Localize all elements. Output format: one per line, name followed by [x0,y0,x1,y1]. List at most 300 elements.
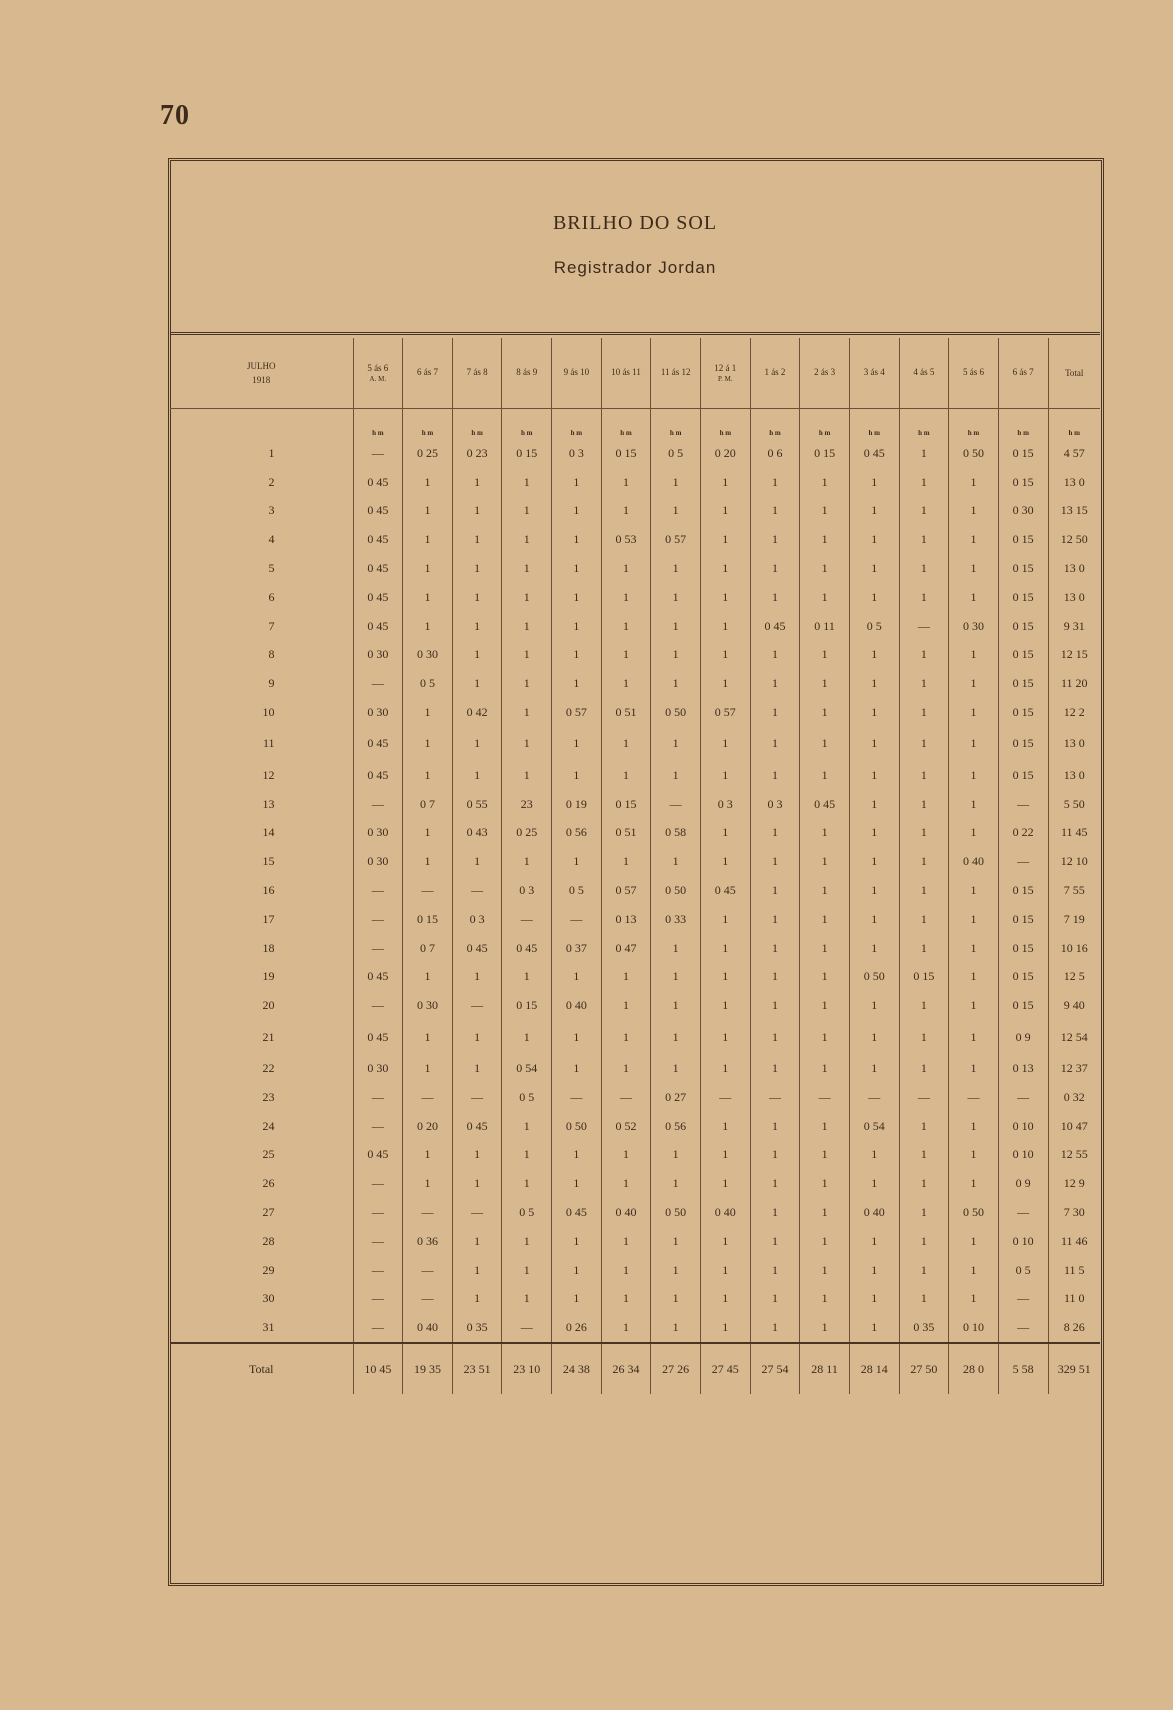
value-cell: 1 [800,525,850,554]
value-cell: 0 15 [601,790,651,819]
column-header-label: 6 ás 7 [416,367,438,377]
value-cell: 0 30 [403,991,453,1020]
value-cell: 1 [800,1313,850,1343]
column-total-cell: 27 54 [750,1343,800,1394]
value-cell: — [452,876,502,905]
value-cell: 1 [949,1020,999,1054]
value-cell: — [353,1227,403,1256]
value-cell: 1 [849,905,899,934]
value-cell: 1 [949,1256,999,1285]
value-cell: 1 [949,1285,999,1314]
day-cell: 21 [262,1029,275,1044]
value-cell: 0 10 [949,1313,999,1343]
value-cell: 1 [899,905,949,934]
value-cell: 1 [601,1169,651,1198]
value-cell: 1 [700,1227,750,1256]
row-total-cell: 12 2 [1048,698,1100,727]
value-cell: 1 [899,1112,949,1141]
table-row [170,1083,1100,1112]
value-cell: 1 [949,583,999,612]
table-row [170,963,1100,992]
value-cell: 1 [552,497,602,526]
value-cell: 1 [949,1112,999,1141]
column-header-label: 3 ás 4 [863,367,885,377]
value-cell: 1 [750,761,800,790]
value-cell: 0 40 [552,991,602,1020]
value-cell: 0 13 [601,905,651,934]
value-cell: 0 50 [552,1112,602,1141]
value-cell: 1 [601,727,651,761]
unit-label: h m [949,409,999,440]
row-total-cell: 13 0 [1048,761,1100,790]
column-header [601,338,651,409]
value-cell: — [601,1083,651,1112]
value-cell: 0 15 [899,963,949,992]
value-cell: 0 10 [998,1141,1048,1170]
value-cell: 1 [949,525,999,554]
column-header [899,338,949,409]
value-cell: 0 57 [700,698,750,727]
value-cell: 0 40 [601,1198,651,1227]
year-label: 1918 [252,375,271,385]
column-header-sub: P. M. [718,375,733,383]
row-total-cell: 10 47 [1048,1112,1100,1141]
value-cell: 1 [949,963,999,992]
value-cell: 1 [403,554,453,583]
column-header [403,338,453,409]
column-header [750,338,800,409]
value-cell: 1 [849,525,899,554]
value-cell: 1 [651,583,701,612]
value-cell: 1 [651,761,701,790]
value-cell: 1 [651,1054,701,1083]
value-cell: 1 [800,819,850,848]
value-cell: 1 [849,819,899,848]
value-cell: 1 [700,1256,750,1285]
value-cell: 0 40 [949,847,999,876]
value-cell: 1 [800,698,850,727]
value-cell: 0 30 [353,641,403,670]
value-cell: 1 [651,669,701,698]
value-cell: 1 [849,1141,899,1170]
value-cell: 1 [700,1313,750,1343]
value-cell: — [403,1285,453,1314]
value-cell: — [998,1285,1048,1314]
value-cell: 0 19 [552,790,602,819]
table-row [170,612,1100,641]
table-row [170,497,1100,526]
value-cell: 1 [651,847,701,876]
value-cell: 0 15 [998,876,1048,905]
day-cell: 15 [262,854,275,869]
value-cell: 1 [849,1227,899,1256]
day-cell: 4 [268,532,275,547]
value-cell: 0 40 [700,1198,750,1227]
value-cell: 1 [800,497,850,526]
table-row [170,1054,1100,1083]
value-cell: 1 [601,554,651,583]
totals-row [170,1343,1100,1394]
column-total-cell: 28 11 [800,1343,850,1394]
value-cell: 0 10 [998,1227,1048,1256]
day-cell: 28 [262,1233,275,1248]
value-cell: 1 [552,669,602,698]
value-cell: — [800,1083,850,1112]
value-cell: — [452,1083,502,1112]
value-cell: 1 [750,525,800,554]
value-cell: 1 [601,991,651,1020]
page-number: 70 [160,100,190,131]
value-cell: 1 [601,1256,651,1285]
column-total-cell: 27 45 [700,1343,750,1394]
column-header [849,338,899,409]
day-cell: 7 [268,618,275,633]
value-cell: — [949,1083,999,1112]
value-cell: — [353,1112,403,1141]
value-cell: 1 [403,727,453,761]
month-header [170,338,353,409]
value-cell: 1 [800,905,850,934]
value-cell: 0 7 [403,790,453,819]
value-cell: 0 45 [353,497,403,526]
table-subtitle: Registrador Jordan [553,258,717,277]
value-cell: 1 [651,468,701,497]
value-cell: — [353,1198,403,1227]
value-cell: 0 3 [502,876,552,905]
value-cell: 1 [502,1112,552,1141]
value-cell: 0 3 [452,905,502,934]
table-row [170,698,1100,727]
value-cell: 0 15 [998,439,1048,468]
value-cell: 1 [800,1198,850,1227]
value-cell: 1 [849,876,899,905]
value-cell: 0 15 [998,669,1048,698]
value-cell: 0 10 [998,1112,1048,1141]
value-cell: 0 37 [552,934,602,963]
value-cell: 0 15 [998,468,1048,497]
value-cell: — [353,790,403,819]
value-cell: 1 [949,1141,999,1170]
value-cell: — [353,1083,403,1112]
value-cell: 1 [899,1141,949,1170]
value-cell: 1 [651,1141,701,1170]
value-cell: 1 [849,1256,899,1285]
unit-label: h m [651,409,701,440]
value-cell: — [353,1313,403,1343]
column-header-label: 8 ás 9 [516,367,538,377]
table-row [170,819,1100,848]
value-cell: — [403,1198,453,1227]
value-cell: 0 5 [502,1083,552,1112]
value-cell: 1 [601,468,651,497]
value-cell: 1 [601,1313,651,1343]
value-cell: 0 45 [353,468,403,497]
value-cell: 23 [502,790,552,819]
row-total-cell: 12 54 [1048,1020,1100,1054]
table-row [170,1227,1100,1256]
value-cell: — [353,934,403,963]
value-cell: — [502,1313,552,1343]
table-row [170,1020,1100,1054]
value-cell: 1 [849,847,899,876]
day-cell: 27 [262,1205,275,1220]
row-total-cell: 7 19 [1048,905,1100,934]
row-total-cell: 13 0 [1048,583,1100,612]
value-cell: 1 [849,1285,899,1314]
value-cell: 1 [601,1141,651,1170]
value-cell: 1 [800,934,850,963]
value-cell: 0 15 [998,761,1048,790]
value-cell: 1 [750,1169,800,1198]
value-cell: 1 [651,727,701,761]
value-cell: 1 [452,963,502,992]
value-cell: 1 [601,612,651,641]
value-cell: 1 [750,1198,800,1227]
value-cell: 1 [750,554,800,583]
day-cell: 11 [262,736,275,751]
value-cell: 1 [800,1141,850,1170]
value-cell: 0 50 [651,1198,701,1227]
value-cell: 1 [651,1227,701,1256]
row-total-cell: 5 50 [1048,790,1100,819]
value-cell: — [403,1083,453,1112]
value-cell: 1 [899,1054,949,1083]
value-cell: 0 57 [651,525,701,554]
value-cell: 0 51 [601,698,651,727]
value-cell: 1 [750,876,800,905]
day-cell: 26 [262,1176,275,1191]
value-cell: 1 [800,1285,850,1314]
value-cell: 1 [552,583,602,612]
value-cell: — [403,876,453,905]
value-cell: 1 [552,1227,602,1256]
column-header [552,338,602,409]
value-cell: 0 15 [601,439,651,468]
column-header [502,338,552,409]
value-cell: 1 [800,669,850,698]
value-cell: 1 [452,612,502,641]
table-row [170,525,1100,554]
value-cell: 1 [849,727,899,761]
value-cell: 1 [452,727,502,761]
value-cell: — [353,1256,403,1285]
value-cell: 0 5 [651,439,701,468]
value-cell: 1 [750,727,800,761]
unit-label: h m [353,409,403,440]
value-cell: 0 54 [502,1054,552,1083]
value-cell: 1 [601,1020,651,1054]
value-cell: 1 [552,1169,602,1198]
value-cell: 0 13 [998,1054,1048,1083]
value-cell: 1 [700,468,750,497]
table-row [170,1169,1100,1198]
value-cell: 0 56 [552,819,602,848]
column-total-cell: 23 51 [452,1343,502,1394]
table-row [170,991,1100,1020]
value-cell: — [899,1083,949,1112]
value-cell: 1 [552,1256,602,1285]
value-cell: 0 45 [353,761,403,790]
value-cell: 1 [700,1112,750,1141]
column-header [700,338,750,409]
row-total-cell: 7 55 [1048,876,1100,905]
day-cell: 14 [262,825,275,840]
value-cell: 0 53 [601,525,651,554]
table-row [170,1141,1100,1170]
value-cell: 1 [651,1285,701,1314]
value-cell: 0 23 [452,439,502,468]
value-cell: 0 45 [849,439,899,468]
value-cell: 1 [502,847,552,876]
value-cell: 1 [452,1256,502,1285]
column-total-cell: 28 0 [949,1343,999,1394]
value-cell: 1 [899,439,949,468]
unit-label: h m [502,409,552,440]
value-cell: 1 [552,525,602,554]
value-cell: 1 [651,612,701,641]
value-cell: 1 [949,468,999,497]
value-cell: 1 [800,1227,850,1256]
month-label: JULHO [247,360,276,371]
row-total-cell: 4 57 [1048,439,1100,468]
value-cell: 1 [452,1169,502,1198]
row-total-cell: 10 16 [1048,934,1100,963]
column-header-label: 12 á 1 [714,363,737,373]
value-cell: 1 [552,641,602,670]
day-cell: 1 [268,445,275,460]
value-cell: 0 45 [353,963,403,992]
value-cell: 1 [750,1112,800,1141]
value-cell: 1 [899,1256,949,1285]
value-cell: 0 45 [353,525,403,554]
value-cell: 0 45 [353,554,403,583]
value-cell: 0 54 [849,1112,899,1141]
value-cell: — [849,1083,899,1112]
day-cell: 3 [268,503,275,518]
value-cell: 1 [750,1227,800,1256]
row-total-cell: 13 0 [1048,468,1100,497]
table-row [170,1313,1100,1343]
unit-label: h m [452,409,502,440]
value-cell: 0 45 [502,934,552,963]
value-cell: 0 50 [849,963,899,992]
unit-label: h m [800,409,850,440]
value-cell: 1 [949,819,999,848]
value-cell: 0 20 [700,439,750,468]
value-cell: 1 [403,612,453,641]
value-cell: 0 15 [998,934,1048,963]
value-cell: 1 [452,583,502,612]
value-cell: 0 51 [601,819,651,848]
column-header [452,338,502,409]
value-cell: 1 [849,497,899,526]
value-cell: 1 [601,1054,651,1083]
column-header [998,338,1048,409]
value-cell: 1 [899,698,949,727]
value-cell: 1 [403,497,453,526]
value-cell: 1 [403,583,453,612]
column-header-label: 5 ás 6 [367,363,389,373]
value-cell: 0 7 [403,934,453,963]
value-cell: 1 [899,790,949,819]
value-cell: 0 45 [353,727,403,761]
unit-label: h m [601,409,651,440]
value-cell: 0 45 [353,583,403,612]
table-row [170,934,1100,963]
value-cell: 0 5 [502,1198,552,1227]
value-cell: 1 [403,698,453,727]
table-header-box [170,160,1100,335]
value-cell: 1 [403,525,453,554]
value-cell: 1 [899,554,949,583]
totals-label: Total [170,1343,353,1394]
value-cell: 1 [452,497,502,526]
day-cell: 12 [262,767,275,782]
row-total-cell: 11 46 [1048,1227,1100,1256]
column-total-cell: 27 50 [899,1343,949,1394]
value-cell: 0 35 [452,1313,502,1343]
value-cell: 1 [552,554,602,583]
value-cell: 1 [949,876,999,905]
row-total-cell: 11 0 [1048,1285,1100,1314]
value-cell: — [452,1198,502,1227]
value-cell: 1 [403,1141,453,1170]
value-cell: 1 [949,991,999,1020]
value-cell: 1 [849,669,899,698]
column-total-cell: 5 58 [998,1343,1048,1394]
value-cell: 0 40 [849,1198,899,1227]
column-total-cell: 26 34 [601,1343,651,1394]
table-row [170,1198,1100,1227]
table-row [170,669,1100,698]
value-cell: 1 [800,963,850,992]
value-cell: 1 [502,727,552,761]
table-row [170,1285,1100,1314]
column-header-label: 4 ás 5 [913,367,935,377]
value-cell: 1 [552,1054,602,1083]
value-cell: 0 6 [750,439,800,468]
day-cell: 13 [262,796,275,811]
value-cell: 1 [403,1169,453,1198]
column-header-label: 5 ás 6 [963,367,984,377]
value-cell: 1 [949,669,999,698]
value-cell: 1 [750,1285,800,1314]
value-cell: — [998,1083,1048,1112]
value-cell: 0 57 [601,876,651,905]
value-cell: 0 3 [750,790,800,819]
value-cell: 1 [700,761,750,790]
value-cell: 1 [899,641,949,670]
table-row [170,1112,1100,1141]
value-cell: 1 [750,1141,800,1170]
row-total-cell: 7 30 [1048,1198,1100,1227]
row-total-cell: 0 32 [1048,1083,1100,1112]
value-cell: 1 [452,468,502,497]
value-cell: 1 [700,727,750,761]
value-cell: 1 [452,554,502,583]
value-cell: 1 [700,847,750,876]
value-cell: — [998,790,1048,819]
value-cell: 1 [601,847,651,876]
value-cell: 1 [700,612,750,641]
value-cell: 1 [700,525,750,554]
day-cell: 8 [268,647,275,662]
value-cell: 0 50 [651,876,701,905]
table-row [170,1256,1100,1285]
column-header-label: 2 ás 3 [814,367,836,377]
value-cell: 1 [601,963,651,992]
unit-label: h m [750,409,800,440]
